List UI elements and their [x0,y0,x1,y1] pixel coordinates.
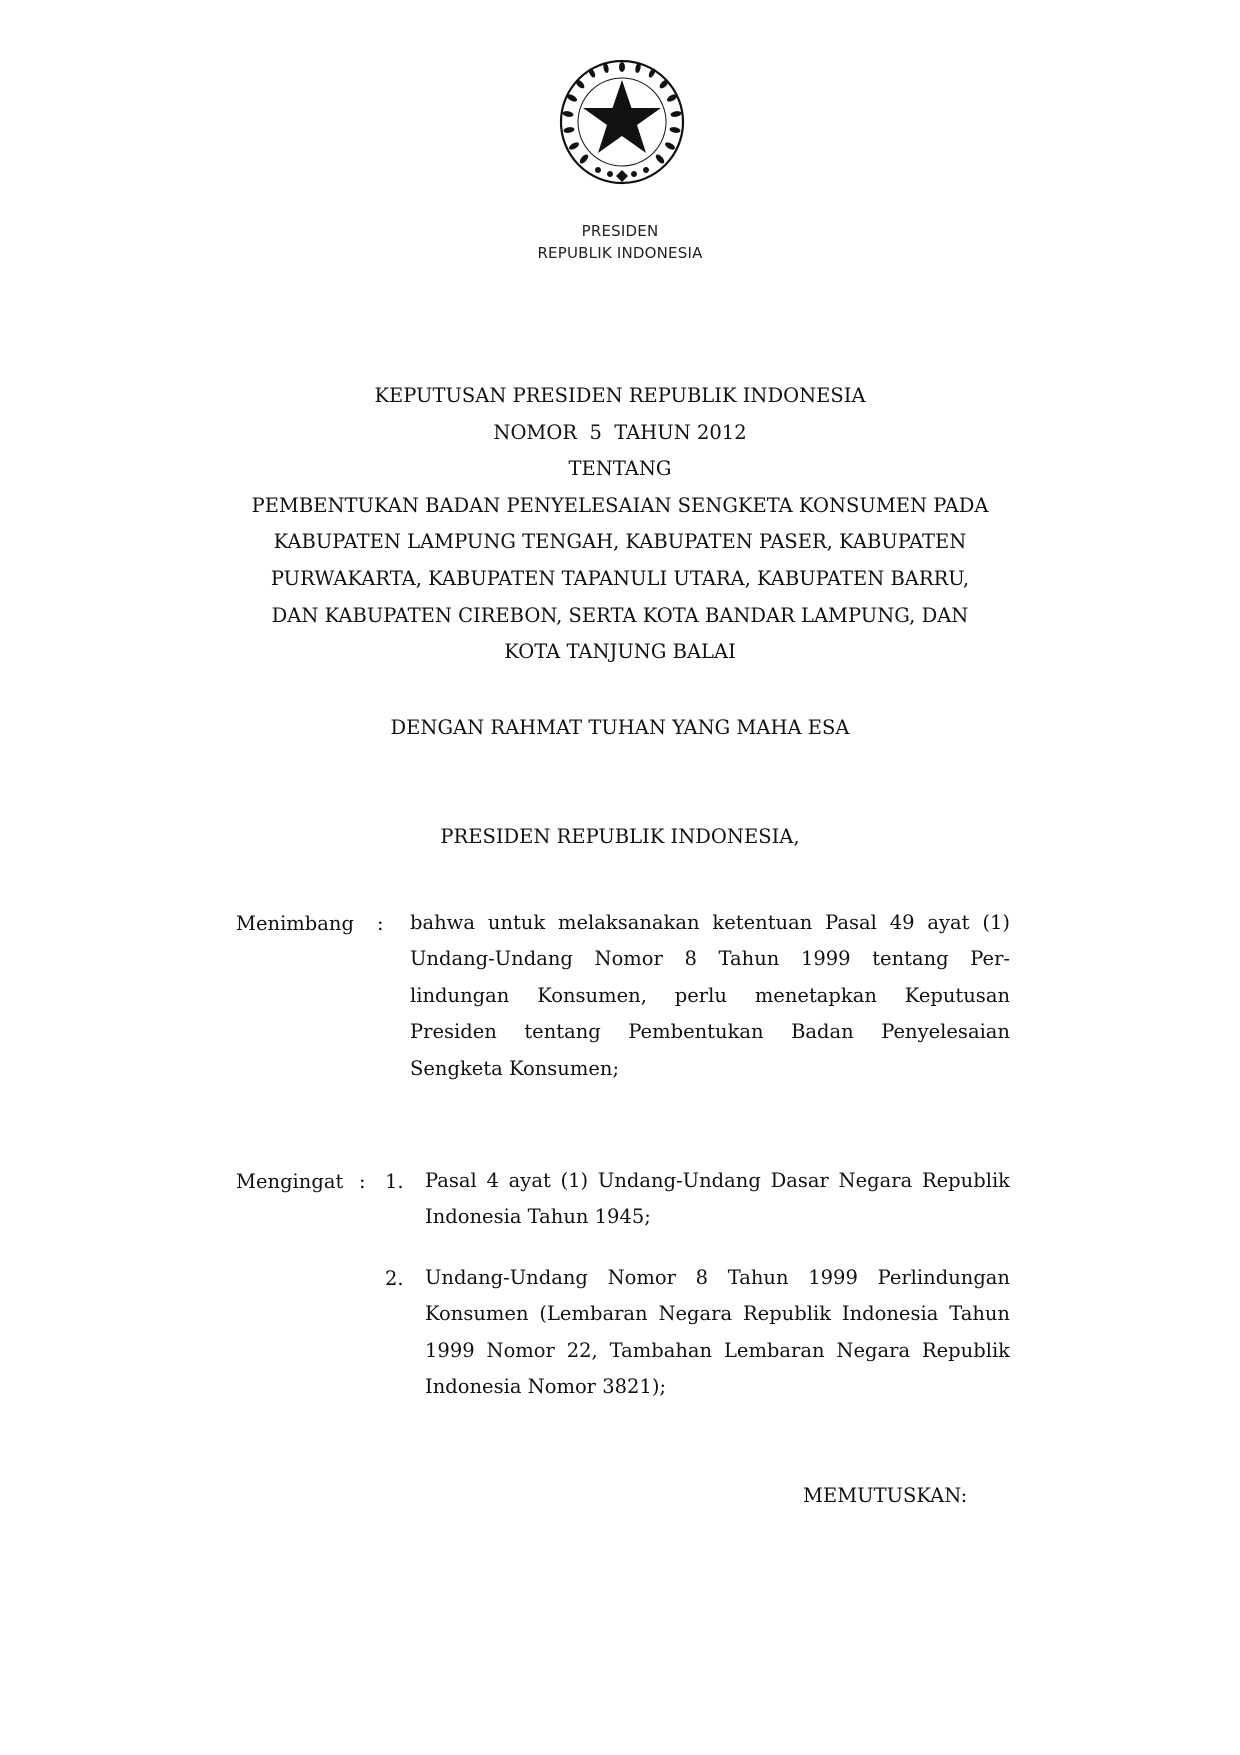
mengingat-item-2 [425,1260,1010,1406]
presidential-seal-icon [558,58,686,186]
menimbang-colon: : [377,912,384,935]
title-line: NOMOR 5 TAHUN 2012 [493,420,747,444]
menimbang-line: Sengketa Konsumen; [410,1056,620,1080]
title-line: DAN KABUPATEN CIREBON, SERTA KOTA BANDAR LAMPUNG, DAN [271,603,969,627]
menimbang-text [410,905,1010,1087]
mengingat-item-number: 2. [385,1267,404,1290]
menimbang-line: Undang-Undang Nomor 8 Tahun 1999 tentang Per- [410,947,1010,971]
header-line-presiden: PRESIDEN [581,222,659,240]
mengingat-line: Indonesia Nomor 3821); [425,1375,667,1399]
mengingat-line: Pasal 4 ayat (1) Undang-Undang Dasar Negara Republik [425,1169,1010,1192]
title-line: KEPUTUSAN PRESIDEN REPUBLIK INDONESIA [374,384,866,407]
rahmat-line: DENGAN RAHMAT TUHAN YANG MAHA ESA [390,716,850,739]
title-line: PURWAKARTA, KABUPATEN TAPANULI UTARA, KABUPATEN BARRU, [270,566,970,590]
title-line: KABUPATEN LAMPUNG TENGAH, KABUPATEN PASER, KABUPATEN [273,530,967,554]
menimbang-line: bahwa untuk melaksanakan ketentuan Pasal 49 ayat (1) [410,911,1010,934]
mengingat-line: Indonesia Tahun 1945; [425,1205,651,1229]
memutuskan-heading: MEMUTUSKAN: [803,1484,968,1507]
mengingat-line: 1999 Nomor 22, Tambahan Lembaran Negara Republik [425,1338,1010,1362]
mengingat-item-number: 1. [385,1170,404,1193]
header-line-republik: REPUBLIK INDONESIA [537,244,703,262]
menimbang-label: Menimbang [236,912,354,935]
mengingat-colon: : [359,1170,366,1193]
title-line: PEMBENTUKAN BADAN PENYELESAIAN SENGKETA KONSUMEN PADA [251,493,989,517]
mengingat-item-1 [425,1163,1010,1236]
mengingat-line: Undang-Undang Nomor 8 Tahun 1999 Perlindungan [425,1266,1010,1289]
menimbang-line: Presiden tentang Pembentukan Badan Penyelesaian [410,1020,1010,1044]
presiden-line: PRESIDEN REPUBLIK INDONESIA, [440,825,800,848]
mengingat-label: Mengingat [236,1170,344,1193]
title-line: KOTA TANJUNG BALAI [504,640,736,664]
menimbang-line: lindungan Konsumen, perlu menetapkan Keputusan [410,983,1010,1007]
mengingat-line: Konsumen (Lembaran Negara Republik Indonesia Tahun [425,1302,1010,1326]
decree-title [180,378,1060,671]
title-line: TENTANG [568,457,672,481]
